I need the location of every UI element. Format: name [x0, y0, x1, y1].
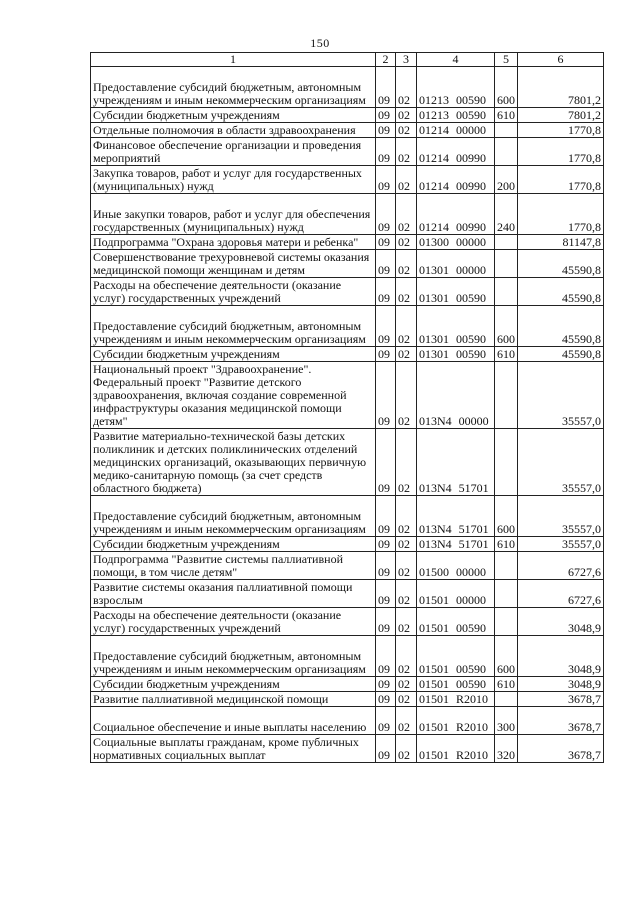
- table-row: [91, 608, 604, 636]
- row-subsection: 02: [396, 108, 417, 123]
- row-target-code: 01214 00990: [417, 166, 495, 194]
- row-name: Расходы на обеспечение деятельности (оказание услуг) государственных учреждений: [91, 608, 376, 636]
- row-target-code: 01501 00590: [417, 636, 495, 677]
- row-name: Отдельные полномочия в области здравоохранения: [91, 123, 376, 138]
- row-subsection: 02: [396, 67, 417, 108]
- row-target-code: 01301 00590: [417, 306, 495, 347]
- row-expense-type: 300: [495, 707, 518, 735]
- row-section: 09: [376, 250, 396, 278]
- row-target-code: 013N4 51701: [417, 537, 495, 552]
- row-section: 09: [376, 537, 396, 552]
- column-header: 1: [91, 53, 376, 67]
- row-amount: 3678,7: [518, 692, 604, 707]
- row-section: 09: [376, 67, 396, 108]
- row-name: Предоставление субсидий бюджетным, автономным учреждениям и иным некоммерческим организациям: [91, 636, 376, 677]
- row-subsection: 02: [396, 138, 417, 166]
- row-name: Социальное обеспечение и иные выплаты населению: [91, 707, 376, 735]
- row-target-code: 01501 00590: [417, 677, 495, 692]
- table-row: [91, 692, 604, 707]
- row-section: 09: [376, 552, 396, 580]
- row-name: Закупка товаров, работ и услуг для государственных (муниципальных) нужд: [91, 166, 376, 194]
- table-row: [91, 250, 604, 278]
- table-row: [91, 362, 604, 429]
- row-section: 09: [376, 677, 396, 692]
- row-amount: 35557,0: [518, 362, 604, 429]
- row-amount: 6727,6: [518, 552, 604, 580]
- row-target-code: 01301 00590: [417, 278, 495, 306]
- row-amount: 1770,8: [518, 138, 604, 166]
- row-section: 09: [376, 362, 396, 429]
- row-expense-type: 600: [495, 636, 518, 677]
- row-subsection: 02: [396, 166, 417, 194]
- row-section: 09: [376, 707, 396, 735]
- table-row: [91, 235, 604, 250]
- row-subsection: 02: [396, 677, 417, 692]
- row-target-code: 01501 R2010: [417, 707, 495, 735]
- row-target-code: 01300 00000: [417, 235, 495, 250]
- table-row: [91, 537, 604, 552]
- row-subsection: 02: [396, 278, 417, 306]
- column-header: 5: [495, 53, 518, 67]
- row-name: Финансовое обеспечение организации и проведения мероприятий: [91, 138, 376, 166]
- row-expense-type: [495, 608, 518, 636]
- row-expense-type: 610: [495, 347, 518, 362]
- row-target-code: 01501 00000: [417, 580, 495, 608]
- row-name: Субсидии бюджетным учреждениям: [91, 347, 376, 362]
- row-name: Субсидии бюджетным учреждениям: [91, 108, 376, 123]
- row-subsection: 02: [396, 429, 417, 496]
- row-target-code: 013N4 00000: [417, 362, 495, 429]
- row-subsection: 02: [396, 250, 417, 278]
- table-row: [91, 636, 604, 677]
- row-amount: 35557,0: [518, 496, 604, 537]
- row-name: Национальный проект "Здравоохранение". Федеральный проект "Развитие детского здравоохранения, включая создание современной инфраструктуры оказания медицинской помощи детям": [91, 362, 376, 429]
- row-amount: 1770,8: [518, 123, 604, 138]
- table-header-row: [91, 53, 604, 67]
- row-amount: 81147,8: [518, 235, 604, 250]
- row-section: 09: [376, 608, 396, 636]
- row-name: Субсидии бюджетным учреждениям: [91, 677, 376, 692]
- row-amount: 3048,9: [518, 636, 604, 677]
- table-row: [91, 707, 604, 735]
- row-section: 09: [376, 278, 396, 306]
- row-section: 09: [376, 735, 396, 763]
- row-subsection: 02: [396, 306, 417, 347]
- row-expense-type: [495, 580, 518, 608]
- row-name: Подпрограмма "Охрана здоровья матери и ребенка": [91, 235, 376, 250]
- row-name: Социальные выплаты гражданам, кроме публичных нормативных социальных выплат: [91, 735, 376, 763]
- row-target-code: 01213 00590: [417, 67, 495, 108]
- table-row: [91, 677, 604, 692]
- row-section: 09: [376, 194, 396, 235]
- row-amount: 45590,8: [518, 278, 604, 306]
- row-section: 09: [376, 123, 396, 138]
- row-expense-type: 600: [495, 67, 518, 108]
- row-name: Иные закупки товаров, работ и услуг для обеспечения государственных (муниципальных) нужд: [91, 194, 376, 235]
- row-expense-type: 320: [495, 735, 518, 763]
- row-amount: 35557,0: [518, 537, 604, 552]
- row-subsection: 02: [396, 707, 417, 735]
- row-target-code: 013N4 51701: [417, 496, 495, 537]
- row-section: 09: [376, 138, 396, 166]
- row-subsection: 02: [396, 580, 417, 608]
- column-header: 6: [518, 53, 604, 67]
- row-target-code: 01501 R2010: [417, 692, 495, 707]
- row-expense-type: 610: [495, 108, 518, 123]
- row-target-code: 01301 00000: [417, 250, 495, 278]
- row-amount: 3048,9: [518, 608, 604, 636]
- row-amount: 1770,8: [518, 194, 604, 235]
- row-subsection: 02: [396, 496, 417, 537]
- row-target-code: 013N4 51701: [417, 429, 495, 496]
- table-row: [91, 138, 604, 166]
- row-name: Предоставление субсидий бюджетным, автономным учреждениям и иным некоммерческим организациям: [91, 67, 376, 108]
- row-expense-type: [495, 362, 518, 429]
- column-header: 4: [417, 53, 495, 67]
- row-expense-type: [495, 250, 518, 278]
- row-subsection: 02: [396, 194, 417, 235]
- table-row: [91, 108, 604, 123]
- row-expense-type: [495, 429, 518, 496]
- row-amount: 45590,8: [518, 306, 604, 347]
- row-target-code: 01213 00590: [417, 108, 495, 123]
- column-header: 3: [396, 53, 417, 67]
- row-subsection: 02: [396, 608, 417, 636]
- row-amount: 3678,7: [518, 707, 604, 735]
- row-section: 09: [376, 108, 396, 123]
- row-section: 09: [376, 347, 396, 362]
- row-name: Подпрограмма "Развитие системы паллиативной помощи, в том числе детям": [91, 552, 376, 580]
- row-expense-type: [495, 123, 518, 138]
- row-section: 09: [376, 636, 396, 677]
- row-amount: 6727,6: [518, 580, 604, 608]
- row-expense-type: 610: [495, 537, 518, 552]
- row-section: 09: [376, 235, 396, 250]
- table-row: [91, 552, 604, 580]
- page-number: 150: [310, 36, 330, 50]
- row-subsection: 02: [396, 347, 417, 362]
- row-subsection: 02: [396, 362, 417, 429]
- row-subsection: 02: [396, 692, 417, 707]
- row-name: Расходы на обеспечение деятельности (оказание услуг) государственных учреждений: [91, 278, 376, 306]
- column-header: 2: [376, 53, 396, 67]
- row-amount: 3678,7: [518, 735, 604, 763]
- row-expense-type: [495, 552, 518, 580]
- row-expense-type: 200: [495, 166, 518, 194]
- row-subsection: 02: [396, 552, 417, 580]
- row-section: 09: [376, 692, 396, 707]
- row-expense-type: 240: [495, 194, 518, 235]
- row-amount: 1770,8: [518, 166, 604, 194]
- row-amount: 3048,9: [518, 677, 604, 692]
- row-expense-type: [495, 138, 518, 166]
- row-amount: 45590,8: [518, 347, 604, 362]
- row-name: Развитие паллиативной медицинской помощи: [91, 692, 376, 707]
- row-expense-type: [495, 692, 518, 707]
- row-name: Предоставление субсидий бюджетным, автономным учреждениям и иным некоммерческим организациям: [91, 496, 376, 537]
- row-subsection: 02: [396, 735, 417, 763]
- row-target-code: 01501 00590: [417, 608, 495, 636]
- row-name: Развитие системы оказания паллиативной помощи взрослым: [91, 580, 376, 608]
- row-target-code: 01214 00000: [417, 123, 495, 138]
- row-expense-type: 600: [495, 496, 518, 537]
- table-row: [91, 123, 604, 138]
- row-section: 09: [376, 429, 396, 496]
- row-name: Совершенствование трехуровневой системы оказания медицинской помощи женщинам и детям: [91, 250, 376, 278]
- row-subsection: 02: [396, 537, 417, 552]
- row-subsection: 02: [396, 123, 417, 138]
- row-expense-type: [495, 235, 518, 250]
- table-row: [91, 429, 604, 496]
- row-amount: 45590,8: [518, 250, 604, 278]
- row-name: Развитие материально-технической базы детских поликлиник и детских поликлинических отделений медицинских организаций, оказывающих первичную медико-санитарную помощь (за счет средств областного бюджета): [91, 429, 376, 496]
- table-row: [91, 306, 604, 347]
- row-name: Субсидии бюджетным учреждениям: [91, 537, 376, 552]
- table-row: [91, 496, 604, 537]
- row-expense-type: [495, 278, 518, 306]
- row-target-code: 01214 00990: [417, 194, 495, 235]
- row-target-code: 01500 00000: [417, 552, 495, 580]
- row-target-code: 01301 00590: [417, 347, 495, 362]
- table-row: [91, 166, 604, 194]
- row-expense-type: 600: [495, 306, 518, 347]
- row-amount: 7801,2: [518, 67, 604, 108]
- row-expense-type: 610: [495, 677, 518, 692]
- row-subsection: 02: [396, 235, 417, 250]
- row-amount: 7801,2: [518, 108, 604, 123]
- row-section: 09: [376, 306, 396, 347]
- row-name: Предоставление субсидий бюджетным, автономным учреждениям и иным некоммерческим организациям: [91, 306, 376, 347]
- table-row: [91, 347, 604, 362]
- row-target-code: 01214 00990: [417, 138, 495, 166]
- row-subsection: 02: [396, 636, 417, 677]
- budget-table: [90, 52, 604, 763]
- table-row: [91, 580, 604, 608]
- row-amount: 35557,0: [518, 429, 604, 496]
- table-row: [91, 194, 604, 235]
- table-row: [91, 278, 604, 306]
- table-row: [91, 67, 604, 108]
- table-row: [91, 735, 604, 763]
- row-section: 09: [376, 580, 396, 608]
- row-target-code: 01501 R2010: [417, 735, 495, 763]
- row-section: 09: [376, 496, 396, 537]
- row-section: 09: [376, 166, 396, 194]
